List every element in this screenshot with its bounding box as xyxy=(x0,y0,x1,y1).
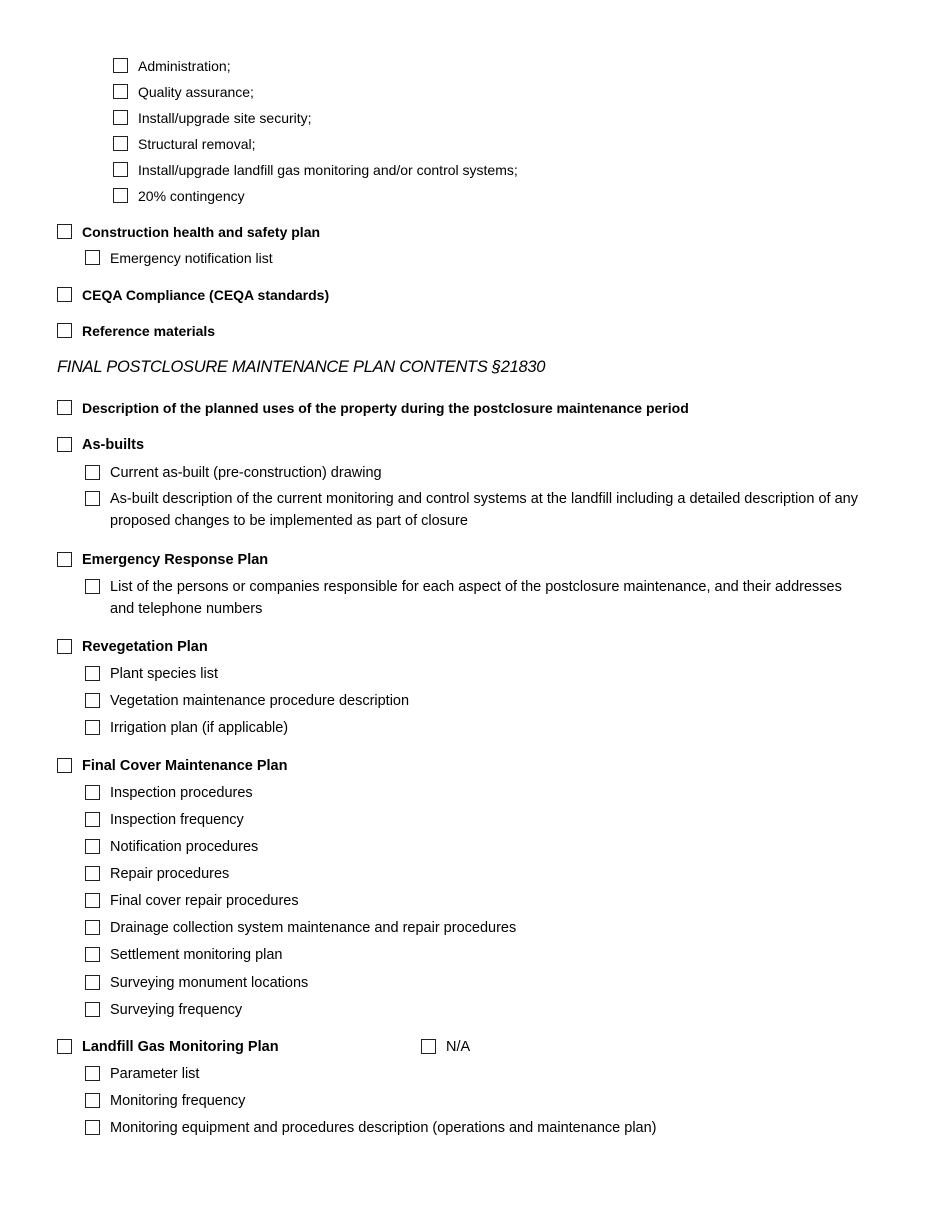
checkbox[interactable] xyxy=(85,666,100,681)
section-label: Construction health and safety plan xyxy=(82,224,321,240)
item-label: Inspection frequency xyxy=(110,812,244,828)
item-label: Final cover repair procedures xyxy=(110,893,299,909)
checkbox[interactable] xyxy=(57,323,72,338)
checkbox[interactable] xyxy=(57,400,72,415)
checklist-item[interactable] xyxy=(85,666,218,685)
item-label: Quality assurance; xyxy=(138,84,254,100)
checkbox[interactable] xyxy=(113,162,128,177)
item-label: Administration; xyxy=(138,58,231,74)
checklist-item[interactable] xyxy=(85,947,283,966)
checklist-item[interactable] xyxy=(113,188,245,207)
checklist-section-final-cover[interactable] xyxy=(57,758,287,777)
checkbox[interactable] xyxy=(85,1002,100,1017)
item-label: Surveying monument locations xyxy=(110,975,309,991)
item-label: Install/upgrade site security; xyxy=(138,110,312,126)
item-label: Install/upgrade landfill gas monitoring and/or control systems; xyxy=(138,162,518,178)
checkbox[interactable] xyxy=(57,552,72,567)
item-label: 20% contingency xyxy=(138,188,245,204)
section-label: Description of the planned uses of the property during the postclosure maintenance period xyxy=(82,400,689,416)
checklist-item[interactable] xyxy=(85,693,409,712)
checklist-item[interactable] xyxy=(85,1093,245,1112)
item-label: Emergency notification list xyxy=(110,250,273,266)
checklist-item[interactable] xyxy=(113,162,518,181)
section-label: As-builts xyxy=(82,437,145,453)
na-checkbox[interactable] xyxy=(421,1039,436,1054)
checklist-section-construction-health-safety[interactable] xyxy=(57,224,320,243)
section-label: Landfill Gas Monitoring Plan xyxy=(82,1039,279,1055)
checkbox[interactable] xyxy=(57,758,72,773)
checklist-section-as-builts[interactable] xyxy=(57,437,144,456)
checkbox[interactable] xyxy=(113,136,128,151)
checkbox[interactable] xyxy=(113,58,128,73)
item-label: Parameter list xyxy=(110,1066,200,1082)
checklist-item[interactable] xyxy=(113,136,255,155)
checkbox[interactable] xyxy=(113,188,128,203)
item-label: As-built description of the current monitoring and control systems at the landfill including a detailed description of any proposed changes to be implemented as part of closure xyxy=(110,491,858,529)
item-label: Monitoring equipment and procedures description (operations and maintenance plan) xyxy=(110,1120,657,1136)
checklist-item[interactable] xyxy=(85,720,288,739)
item-label: Notification procedures xyxy=(110,839,259,855)
checkbox[interactable] xyxy=(85,785,100,800)
checkbox[interactable] xyxy=(85,579,100,594)
checklist-item[interactable] xyxy=(85,1002,242,1021)
checkbox[interactable] xyxy=(85,720,100,735)
checkbox[interactable] xyxy=(85,812,100,827)
na-option[interactable] xyxy=(421,1039,470,1058)
checkbox[interactable] xyxy=(85,1093,100,1108)
checklist-item[interactable] xyxy=(113,58,231,77)
checklist-item[interactable] xyxy=(85,839,258,858)
section-label: CEQA Compliance (CEQA standards) xyxy=(82,287,330,303)
checkbox[interactable] xyxy=(57,1039,72,1054)
item-label: Vegetation maintenance procedure description xyxy=(110,693,410,709)
checkbox[interactable] xyxy=(85,1120,100,1135)
checklist-section-revegetation[interactable] xyxy=(57,639,208,658)
checklist-item[interactable] xyxy=(85,812,244,831)
checkbox[interactable] xyxy=(57,639,72,654)
checkbox[interactable] xyxy=(57,287,72,302)
item-label: Drainage collection system maintenance and repair procedures xyxy=(110,920,517,936)
checkbox[interactable] xyxy=(85,947,100,962)
checkbox[interactable] xyxy=(113,84,128,99)
section-label: Reference materials xyxy=(82,323,216,339)
checkbox[interactable] xyxy=(85,866,100,881)
checklist-item[interactable] xyxy=(85,785,253,804)
checkbox[interactable] xyxy=(85,920,100,935)
checklist-section-landfill-gas[interactable] xyxy=(57,1039,279,1058)
checkbox[interactable] xyxy=(85,491,100,506)
checklist-item[interactable] xyxy=(85,491,890,532)
checklist-section-emergency-response[interactable] xyxy=(57,552,268,571)
na-label: N/A xyxy=(446,1039,471,1055)
section-label: Final Cover Maintenance Plan xyxy=(82,758,288,774)
item-label: Surveying frequency xyxy=(110,1002,243,1018)
checkbox[interactable] xyxy=(57,224,72,239)
checklist-item[interactable] xyxy=(85,465,382,484)
item-label: Settlement monitoring plan xyxy=(110,947,283,963)
section-label: Emergency Response Plan xyxy=(82,552,269,568)
checklist-section-planned-uses[interactable] xyxy=(57,400,689,419)
checklist-section-ceqa[interactable] xyxy=(57,287,329,306)
checkbox[interactable] xyxy=(85,1066,100,1081)
checklist-item[interactable] xyxy=(85,893,299,912)
checklist-item[interactable] xyxy=(85,920,516,939)
item-label: Irrigation plan (if applicable) xyxy=(110,720,289,736)
checkbox[interactable] xyxy=(85,893,100,908)
item-label: Monitoring frequency xyxy=(110,1093,246,1109)
checkbox[interactable] xyxy=(85,250,100,265)
item-label: Structural removal; xyxy=(138,136,256,152)
checklist-item[interactable] xyxy=(85,866,229,885)
checkbox[interactable] xyxy=(85,839,100,854)
checklist-item[interactable] xyxy=(85,579,850,620)
checklist-item[interactable] xyxy=(113,110,312,129)
checklist-item[interactable] xyxy=(113,84,254,103)
item-label: Current as-built (pre-construction) drawing xyxy=(110,465,382,481)
item-label: Inspection procedures xyxy=(110,785,253,801)
checkbox[interactable] xyxy=(85,975,100,990)
checkbox[interactable] xyxy=(113,110,128,125)
item-label: List of the persons or companies responsible for each aspect of the postclosure maintenance, and their addresses and telephone numbers xyxy=(110,579,842,617)
section-heading: FINAL POSTCLOSURE MAINTENANCE PLAN CONTENTS §21830 xyxy=(57,358,546,376)
section-label: Revegetation Plan xyxy=(82,639,208,655)
checklist-section-reference-materials[interactable] xyxy=(57,323,215,342)
checklist-item[interactable] xyxy=(85,250,273,269)
checklist-item[interactable] xyxy=(85,1120,657,1139)
checklist-item[interactable] xyxy=(85,975,308,994)
checkbox[interactable] xyxy=(85,465,100,480)
item-label: Plant species list xyxy=(110,666,218,682)
item-label: Repair procedures xyxy=(110,866,230,882)
checklist-item[interactable] xyxy=(85,1066,199,1085)
checkbox[interactable] xyxy=(85,693,100,708)
checkbox[interactable] xyxy=(57,437,72,452)
